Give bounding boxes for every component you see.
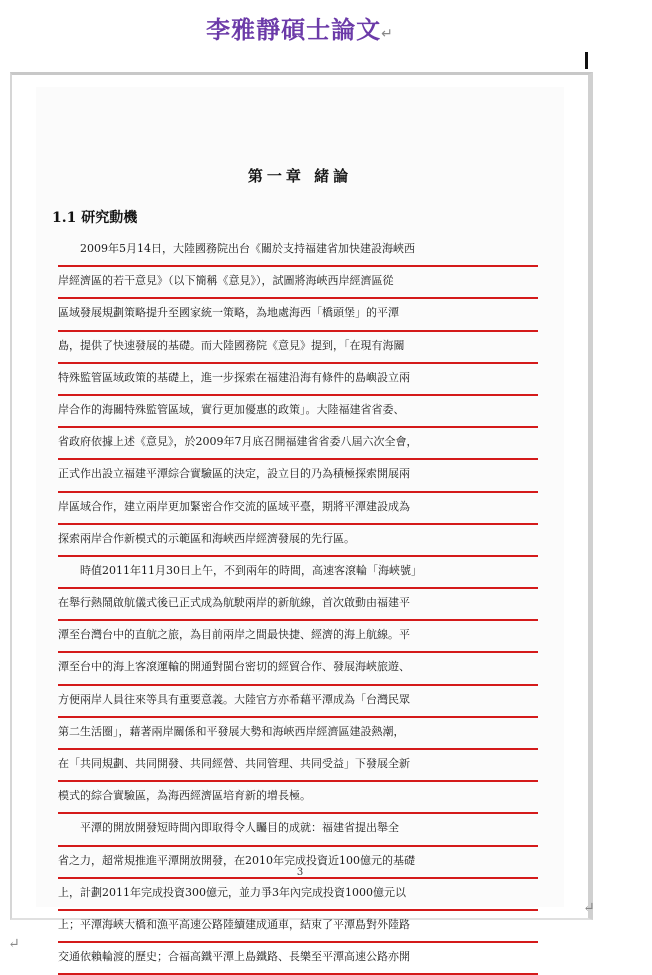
text-line: 模式的綜合實驗區，為海西經濟區培育新的增長極。 (58, 782, 538, 814)
text-line: 交通依賴輪渡的歷史；合福高鐵平潭上島鐵路、長樂至平潭高速公路亦開 (58, 943, 538, 975)
text-line: 岸經濟區的若干意見》（以下簡稱《意見》），試圖將海峽西岸經濟區從 (58, 267, 538, 299)
paragraph-mark-icon: ↵ (583, 900, 595, 916)
text-line: 平潭的開放開發短時間內即取得令人矚目的成就：福建省提出舉全 (58, 814, 538, 846)
text-line: 在「共同規劃、共同開發、共同經營、共同管理、共同受益」下發展全新 (58, 750, 538, 782)
text-line: 上，計劃2011年完成投資300億元，並力爭3年內完成投資1000億元以 (58, 879, 538, 911)
text-line: 省之力，超常規推進平潭開放開發，在2010年完成投資近100億元的基礎 (58, 847, 538, 879)
text-line: 時值2011年11月30日上午，不到兩年的時間，高速客滾輪「海峽號」 (58, 557, 538, 589)
page-number: 3 (296, 867, 304, 878)
embedded-page-image[interactable] (10, 72, 593, 964)
scanned-page (36, 87, 564, 964)
chapter-heading: 第一章 緒論 (247, 167, 353, 185)
text-line: 正式作出設立福建平潭綜合實驗區的決定，設立目的乃為積極探索開展兩 (58, 460, 538, 492)
text-line: 探索兩岸合作新模式的示範區和海峽西岸經濟發展的先行區。 (58, 525, 538, 557)
section-heading: 1.1 研究動機 (52, 210, 138, 226)
text-line: 特殊監管區域政策的基礎上，進一步探索在福建沿海有條件的島嶼設立兩 (58, 364, 538, 396)
text-line: 岸合作的海關特殊監管區域，實行更加優惠的政策」。大陸福建省省委、 (58, 396, 538, 428)
text-line: 在舉行熱鬧啟航儀式後已正式成為航駛兩岸的新航線，首次啟動由福建平 (58, 589, 538, 621)
body-text (58, 235, 538, 975)
text-line: 島，提供了快速發展的基礎。而大陸國務院《意見》提到，「在現有海關 (58, 332, 538, 364)
text-line: 2009年5月14日，大陸國務院出台《關於支持福建省加快建設海峽西 (58, 235, 538, 267)
paragraph-mark-icon: ↵ (8, 936, 20, 952)
text-line: 省政府依據上述《意見》，於2009年7月底召開福建省省委八屆六次全會， (58, 428, 538, 460)
paragraph-mark-icon: ↵ (381, 26, 394, 42)
text-line: 潭至台灣台中的直航之旅，為目前兩岸之間最快捷、經濟的海上航線。平 (58, 621, 538, 653)
text-line: 岸區域合作，建立兩岸更加緊密合作交流的區域平臺，期將平潭建設成為 (58, 493, 538, 525)
text-line: 第二生活圈」，藉著兩岸關係和平發展大勢和海峽西岸經濟區建設熱潮， (58, 718, 538, 750)
text-line: 區域發展規劃策略提升至國家統一策略，為地處海西「橋頭堡」的平潭 (58, 299, 538, 331)
text-line: 方便兩岸人員往來等具有重要意義。大陸官方亦希藉平潭成為「台灣民眾 (58, 686, 538, 718)
document-title (0, 10, 600, 45)
document-title-text: 李雅靜碩士論文 (206, 16, 382, 44)
text-line: 潭至台中的海上客滾運輸的開通對閩台密切的經貿合作、發展海峽旅遊、 (58, 653, 538, 685)
text-cursor (585, 52, 588, 69)
text-line: 上；平潭海峽大橋和漁平高速公路陸續建成通車，結束了平潭島對外陸路 (58, 911, 538, 943)
